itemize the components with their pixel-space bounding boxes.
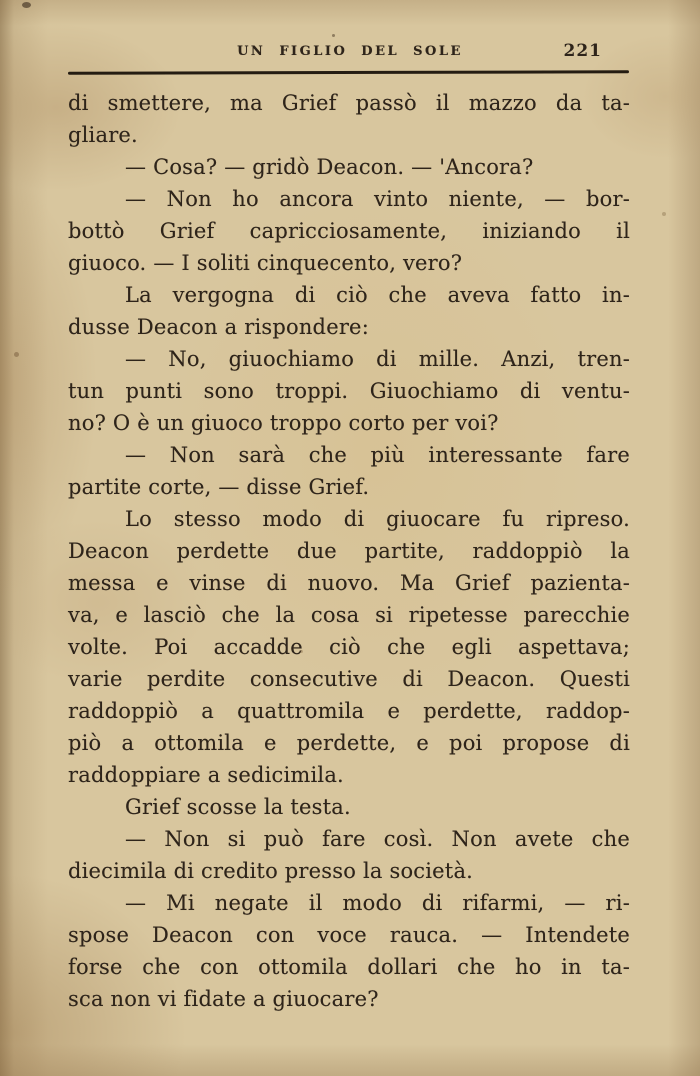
- text-line: va, e lasciò che la cosa si ripetesse parecchie: [68, 603, 630, 627]
- page-number: 221: [563, 41, 602, 61]
- paper-speck: [662, 212, 666, 216]
- page-header: [70, 41, 630, 68]
- text-line: varie perdite consecutive di Deacon. Questi: [68, 667, 630, 691]
- text-line: no? O è un giuoco troppo corto per voi?: [68, 411, 499, 435]
- paper-speck: [332, 34, 335, 37]
- text-line: dusse Deacon a rispondere:: [68, 315, 369, 339]
- text-line: piò a ottomila e perdette, e poi propose di: [68, 731, 630, 755]
- text-line: raddoppiare a sedicimila.: [68, 763, 344, 787]
- text-line: Grief scosse la testa.: [125, 795, 351, 819]
- text-line: partite corte, — disse Grief.: [68, 475, 370, 499]
- text-line: diecimila di credito presso la società.: [68, 859, 474, 883]
- text-line: messa e vinse di nuovo. Ma Grief pazienta-: [68, 571, 630, 595]
- text-line: volte. Poi accadde ciò che egli aspettava;: [68, 635, 630, 659]
- paper-speck: [300, 650, 303, 653]
- text-line: gliare.: [68, 123, 138, 147]
- header-rule: [68, 70, 629, 74]
- text-line: — Mi negate il modo di rifarmi, — ri-: [125, 891, 630, 915]
- text-line: giuoco. — I soliti cinquecento, vero?: [68, 251, 463, 275]
- text-line: — Non si può fare così. Non avete che: [125, 827, 630, 851]
- page-body: [68, 87, 630, 1015]
- text-line: forse che con ottomila dollari che ho in ta-: [68, 955, 630, 979]
- text-line: Deacon perdette due partite, raddoppiò la: [68, 539, 630, 563]
- text-line: spose Deacon con voce rauca. — Intendete: [68, 923, 630, 947]
- paper-speck: [14, 352, 19, 357]
- text-line: bottò Grief capricciosamente, iniziando il: [68, 219, 630, 243]
- text-line: raddoppiò a quattromila e perdette, raddop-: [68, 699, 630, 723]
- running-title: UN FIGLIO DEL SOLE: [237, 44, 463, 59]
- text-line: — No, giuochiamo di mille. Anzi, tren-: [125, 347, 630, 371]
- text-line: Lo stesso modo di giuocare fu ripreso.: [125, 507, 630, 531]
- text-line: sca non vi fidate a giuocare?: [68, 987, 379, 1011]
- text-line: — Cosa? — gridò Deacon. — 'Ancora?: [125, 155, 534, 179]
- paper-speck: [22, 2, 31, 8]
- text-line: tun punti sono troppi. Giuochiamo di ventu-: [68, 379, 630, 403]
- text-line: di smettere, ma Grief passò il mazzo da ta-: [68, 91, 630, 115]
- text-line: — Non sarà che più interessante fare: [125, 443, 630, 467]
- text-line: — Non ho ancora vinto niente, — bor-: [125, 187, 630, 211]
- text-line: La vergogna di ciò che aveva fatto in-: [125, 283, 630, 307]
